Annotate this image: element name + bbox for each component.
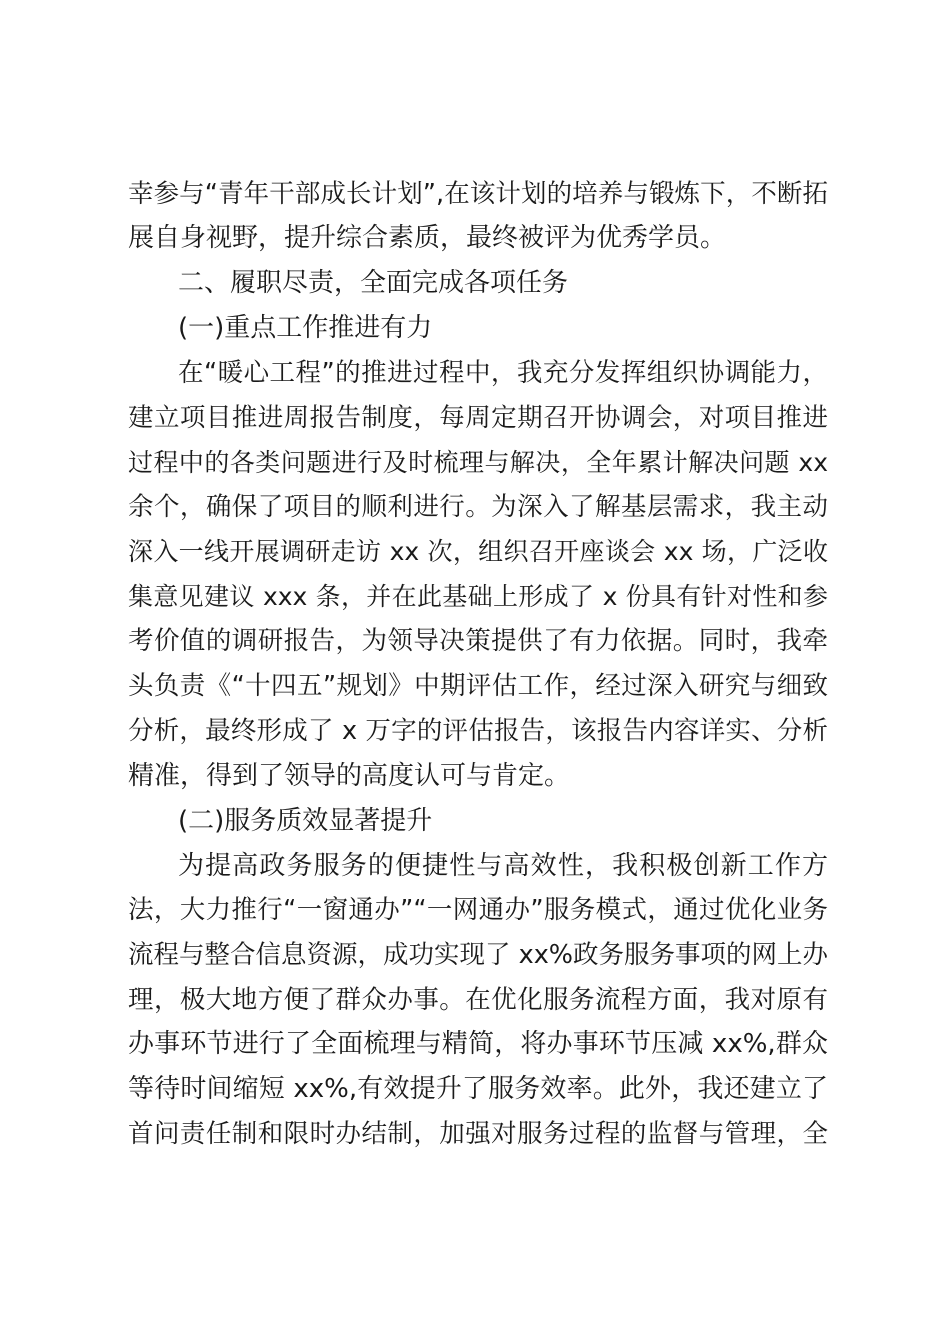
- text-line: 等待时间缩短 xx%,有效提升了服务效率。此外，我还建立了: [128, 1074, 828, 1104]
- text-line: 理，极大地方便了群众办事。在优化服务流程方面，我对原有: [128, 985, 828, 1015]
- subsection-heading: (二)服务质效显著提升: [178, 806, 433, 836]
- text-line: 展自身视野，提升综合素质，最终被评为优秀学员。: [128, 223, 727, 253]
- subsection-heading: (一)重点工作推进有力: [178, 313, 433, 343]
- text-line: 办事环节进行了全面梳理与精简，将办事环节压减 xx%,群众: [128, 1029, 828, 1059]
- text-line: 法，大力推行“一窗通办”“一网通办”服务模式，通过优化业务: [128, 895, 828, 925]
- text-line: 为提高政务服务的便捷性与高效性，我积极创新工作方: [178, 851, 828, 881]
- text-line: 考价值的调研报告，为领导决策提供了有力依据。同时，我牵: [128, 626, 828, 656]
- text-line: 建立项目推进周报告制度，每周定期召开协调会，对项目推进: [128, 403, 828, 433]
- text-line: 分析，最终形成了 x 万字的评估报告，该报告内容详实、分析: [128, 716, 828, 746]
- text-line: 在“暖心工程”的推进过程中，我充分发挥组织协调能力，: [178, 358, 828, 388]
- text-line: 集意见建议 xxx 条，并在此基础上形成了 x 份具有针对性和参: [128, 582, 828, 611]
- text-line: 流程与整合信息资源，成功实现了 xx%政务服务事项的网上办: [128, 940, 828, 970]
- text-line: 精准，得到了领导的高度认可与肯定。: [128, 761, 571, 791]
- text-line: 余个，确保了项目的顺利进行。为深入了解基层需求，我主动: [128, 492, 828, 522]
- text-line: 过程中的各类问题进行及时梳理与解决，全年累计解决问题 xx: [128, 448, 828, 477]
- text-line: 头负责《“十四五”规划》中期评估工作，经过深入研究与细致: [128, 671, 828, 701]
- text-line: 深入一线开展调研走访 xx 次，组织召开座谈会 xx 场，广泛收: [128, 537, 828, 566]
- section-heading: 二、履职尽责，全面完成各项任务: [178, 268, 569, 298]
- text-line: 首问责任制和限时办结制，加强对服务过程的监督与管理，全: [128, 1119, 828, 1149]
- text-line: 幸参与“青年干部成长计划”,在该计划的培养与锻炼下，不断拓: [128, 179, 828, 209]
